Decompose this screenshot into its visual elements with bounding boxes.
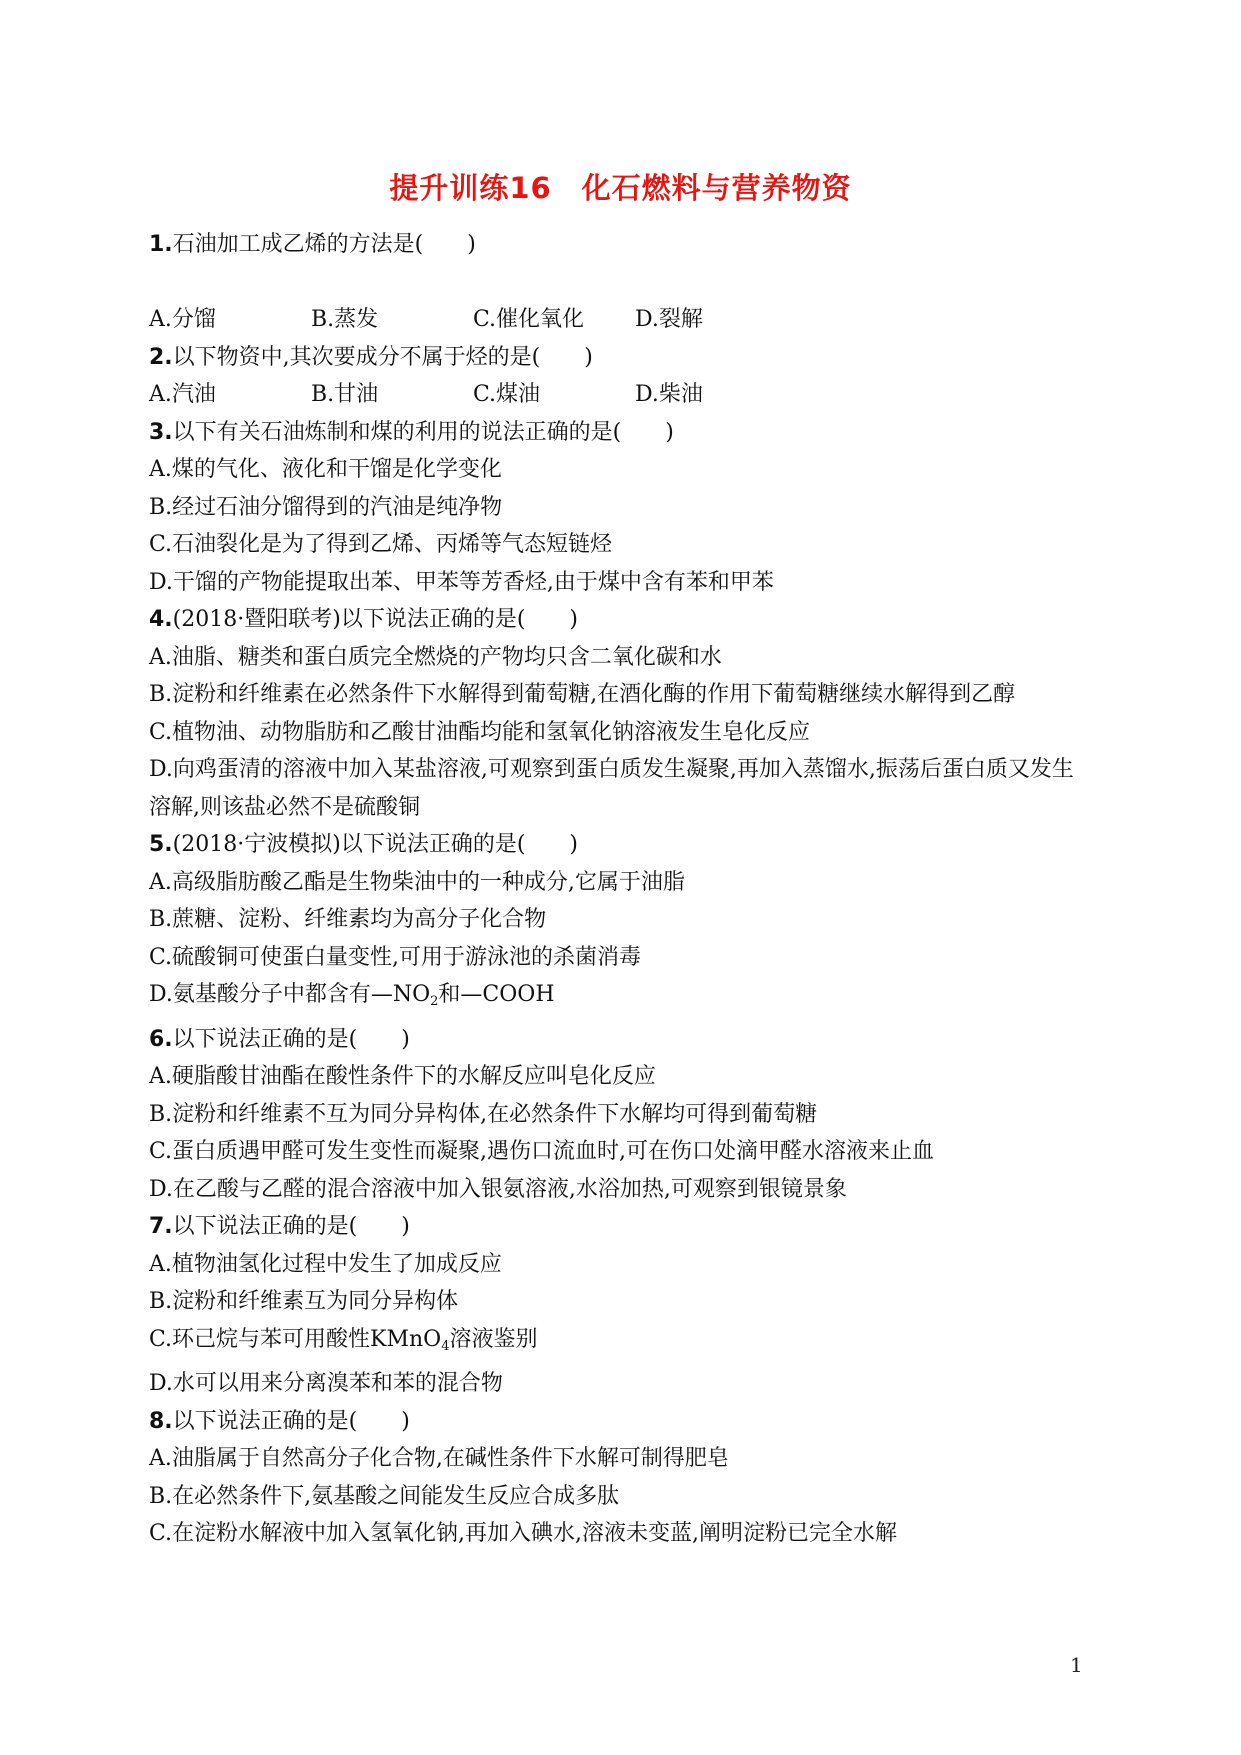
option-c: C.在淀粉水解液中加入氢氧化钠,再加入碘水,溶液未变蓝,阐明淀粉已完全水解 [149, 1521, 898, 1546]
option-c: C.蛋白质遇甲醛可发生变性而凝聚,遇伤口流血时,可在伤口处滴甲醛水溶液来止血 [149, 1139, 935, 1164]
page-title: 提升训练16 化石燃料与营养物资 [389, 171, 852, 205]
option-d: D.水可以用来分离溴苯和苯的混合物 [149, 1371, 503, 1396]
option-b: B.淀粉和纤维素不互为同分异构体,在必然条件下水解均可得到葡萄糖 [149, 1101, 818, 1127]
question-1-options [149, 301, 1094, 339]
question-5-stem [149, 826, 1094, 864]
option-d: D.在乙酸与乙醛的混合溶液中加入银氨溶液,水浴加热,可观察到银镜景象 [149, 1176, 847, 1202]
option-text: 溶液鉴别 [449, 1326, 538, 1352]
option-a: A.植物油氢化过程中发生了加成反应 [149, 1251, 502, 1277]
option-d: D.向鸡蛋清的溶液中加入某盐溶液,可观察到蛋白质发生凝聚,再加入蒸馏水,振荡后蛋白质又发生溶解,则该盐必然不是硫酸铜 [149, 757, 1074, 820]
question-3-stem [149, 414, 1094, 452]
option-a: A.煤的气化、液化和干馏是化学变化 [149, 457, 502, 482]
question-number: 8. [149, 1408, 173, 1434]
option-c: C.硫酸铜可使蛋白量变性,可用于游泳池的杀菌消毒 [149, 944, 642, 970]
question-text: 以下说法正确的是( ) [172, 1026, 410, 1052]
question-7-stem [149, 1208, 1094, 1246]
option-a: A.分馏 [149, 307, 216, 332]
option-c: C.煤油 [473, 382, 541, 407]
option-a: A.硬脂酸甘油酯在酸性条件下的水解反应叫皂化反应 [149, 1064, 656, 1089]
question-number: 2. [149, 344, 173, 370]
option-c [149, 1321, 1094, 1366]
question-6-stem [149, 1021, 1094, 1059]
question-number: 4. [149, 607, 173, 632]
spacer [149, 264, 1094, 302]
option-d: D.干馏的产物能提取出苯、甲苯等芳香烃,由于煤中含有苯和甲苯 [149, 569, 774, 595]
option-b: B.淀粉和纤维素互为同分异构体 [149, 1289, 459, 1314]
question-text: (2018·暨阳联考)以下说法正确的是( ) [172, 607, 578, 632]
option-c: C.催化氧化 [473, 307, 585, 332]
question-text: 以下说法正确的是( ) [172, 1408, 410, 1434]
question-number: 6. [149, 1026, 173, 1052]
option-text: 和—COOH [438, 982, 555, 1007]
question-2-options [149, 376, 1094, 414]
option-a: A.油脂属于自然高分子化合物,在碱性条件下水解可制得肥皂 [149, 1446, 729, 1471]
option-a: A.汽油 [149, 382, 216, 407]
subscript: 2 [430, 994, 439, 1009]
question-1-stem [149, 226, 1094, 264]
subscript: 4 [441, 1338, 450, 1354]
question-text: 以下说法正确的是( ) [172, 1214, 410, 1239]
question-text: (2018·宁波模拟)以下说法正确的是( ) [172, 832, 578, 857]
option-d: D.裂解 [635, 307, 703, 332]
option-b: B.在必然条件下,氨基酸之间能发生反应合成多肽 [149, 1483, 620, 1509]
question-number: 3. [149, 419, 173, 445]
question-text: 以下物资中,其次要成分不属于烃的是( ) [172, 344, 593, 370]
question-4-stem [149, 601, 1094, 639]
option-b: B.蒸发 [311, 307, 379, 332]
question-number: 1. [149, 232, 173, 257]
option-b: B.淀粉和纤维素在必然条件下水解得到葡萄糖,在酒化酶的作用下葡萄糖继续水解得到乙醇 [149, 682, 1016, 707]
option-a: A.油脂、糖类和蛋白质完全燃烧的产物均只含二氧化碳和水 [149, 644, 722, 670]
question-list [149, 226, 1094, 1553]
question-2-stem [149, 339, 1094, 377]
option-b: B.经过石油分馏得到的汽油是纯净物 [149, 494, 503, 520]
option-text: D.氨基酸分子中都含有—NO [149, 982, 431, 1007]
question-8-stem [149, 1403, 1094, 1441]
option-b: B.蔗糖、淀粉、纤维素均为高分子化合物 [149, 907, 547, 932]
option-text: C.环己烷与苯可用酸性KMnO [149, 1326, 442, 1352]
option-d: D.柴油 [635, 382, 703, 407]
option-c: C.植物油、动物脂肪和乙酸甘油酯均能和氢氧化钠溶液发生皂化反应 [149, 719, 811, 745]
option-b: B.甘油 [311, 382, 379, 407]
option-c: C.石油裂化是为了得到乙烯、丙烯等气态短链烃 [149, 532, 613, 557]
page-number: 1 [1070, 1653, 1083, 1677]
question-number: 7. [149, 1214, 173, 1239]
question-number: 5. [149, 832, 173, 857]
question-text: 以下有关石油炼制和煤的利用的说法正确的是( ) [172, 419, 674, 445]
option-d [149, 976, 1094, 1021]
option-a: A.高级脂肪酸乙酯是生物柴油中的一种成分,它属于油脂 [149, 869, 685, 895]
question-text: 石油加工成乙烯的方法是( ) [172, 232, 476, 257]
